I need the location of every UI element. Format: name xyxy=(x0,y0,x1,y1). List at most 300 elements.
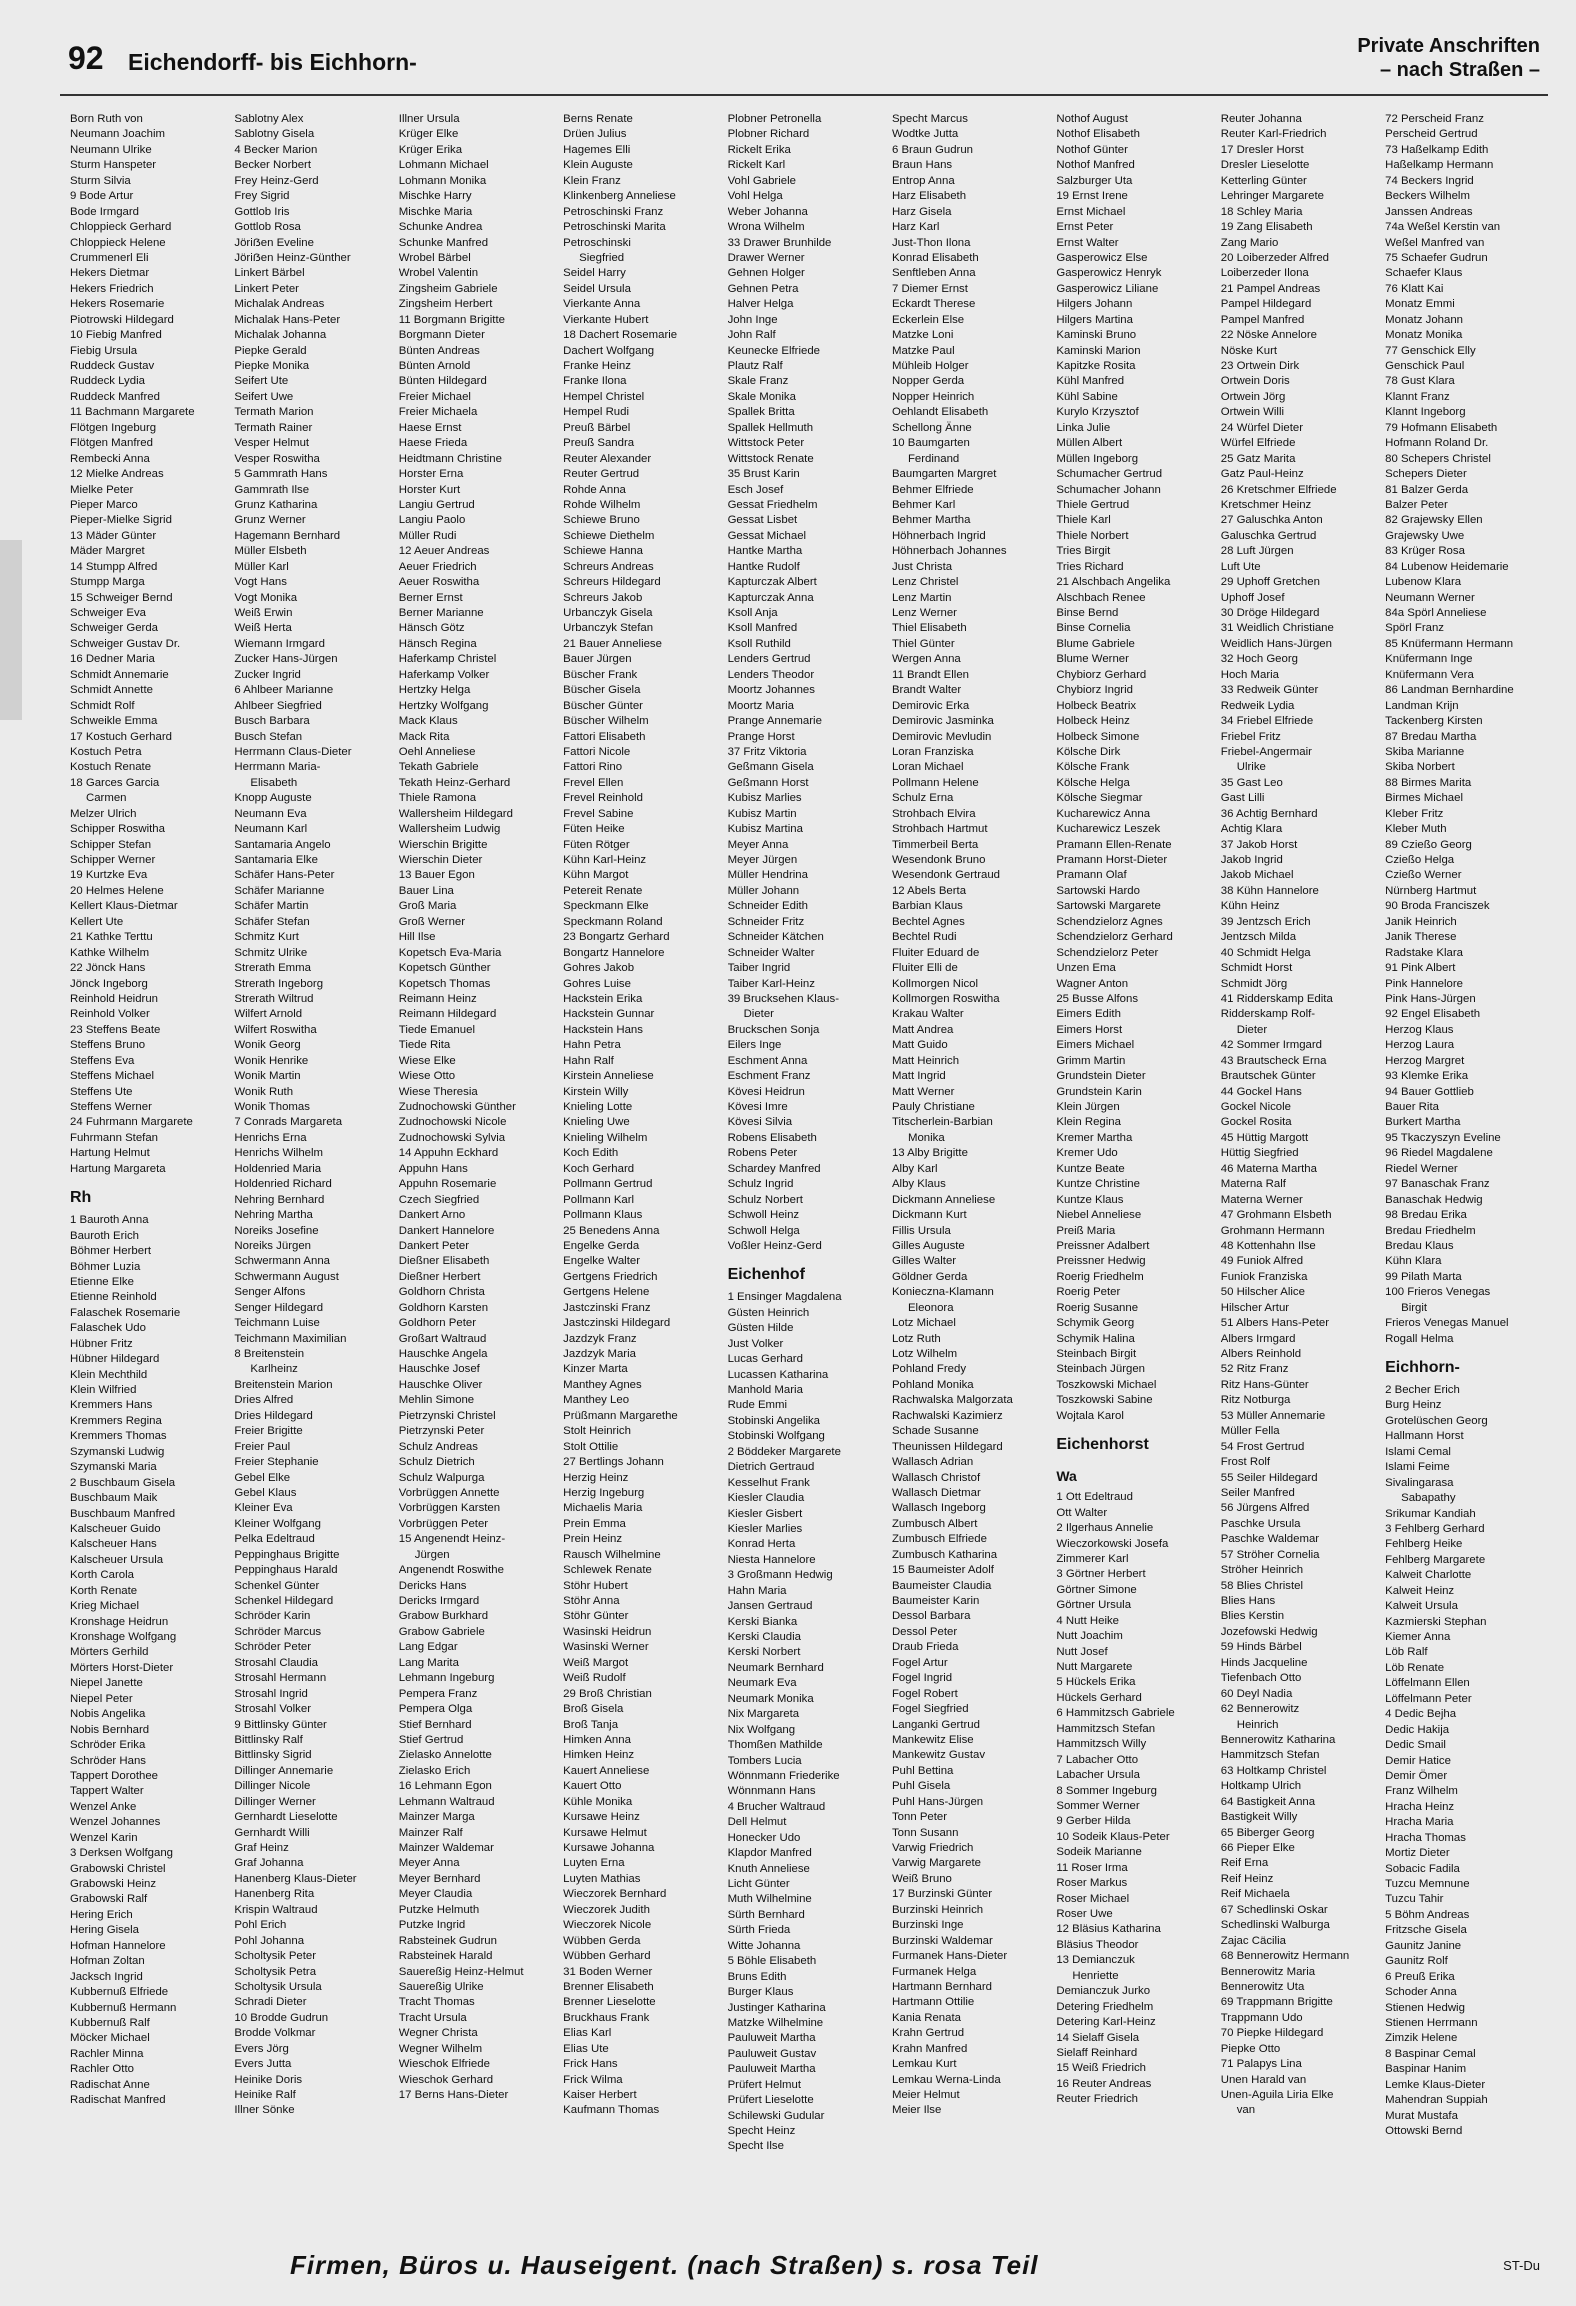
listing-entry: Bennerowitz Uta xyxy=(1220,1980,1305,1993)
listing-entry: Jozefowski Hedwig xyxy=(1220,1625,1318,1638)
listing-entry: Wonik Thomas xyxy=(234,1101,310,1113)
listing-entry: Vierkante Anna xyxy=(563,298,641,311)
listing-entry: Mehlin Simone xyxy=(398,1394,475,1407)
listing-entry: Hallmann Horst xyxy=(1385,1430,1464,1443)
listing-entry: Nutt Margarete xyxy=(1056,1661,1133,1673)
listing-entry: 1 Bauroth Anna xyxy=(70,1214,149,1227)
listing-entry: Hekers Dietmar xyxy=(70,267,150,280)
listing-entry: Schunke Andrea xyxy=(398,221,483,234)
directory-column xyxy=(563,112,727,2212)
listing-entry: Schiewe Hanna xyxy=(563,545,643,558)
listing-entry: Wodtke Jutta xyxy=(891,128,959,141)
listing-entry: 74 Beckers Ingrid xyxy=(1385,174,1474,187)
listing-entry: Termath Rainer xyxy=(234,421,313,434)
listing-entry: Weßel Manfred van xyxy=(1385,236,1485,249)
listing-entry: 32 Hoch Georg xyxy=(1220,653,1298,666)
listing-entry: Hracha Maria xyxy=(1385,1816,1454,1829)
listing-entry: Monatz Emmi xyxy=(1385,298,1455,311)
listing-entry: Klein Regina xyxy=(1056,1116,1121,1129)
listing-entry: Grotelüschen Georg xyxy=(1385,1414,1488,1427)
listing-entry: Mühleib Holger xyxy=(891,360,969,372)
listing-entry: 21 Pampel Andreas xyxy=(1220,282,1321,295)
listing-entry: Freier Brigitte xyxy=(234,1425,303,1438)
listing-entry: Vohl Gabriele xyxy=(727,174,796,187)
listing-continuation: Ferdinand xyxy=(907,452,960,465)
listing-entry: 79 Hofmann Elisabeth xyxy=(1385,421,1498,434)
listing-entry: Dedic Hakija xyxy=(1385,1723,1450,1736)
listing-entry: Hartmann Ottilie xyxy=(891,1996,975,2009)
listing-entry: Schwermann Anna xyxy=(234,1255,331,1268)
listing-entry: Kiesler Gisbert xyxy=(727,1507,803,1520)
listing-entry: 90 Broda Franciszek xyxy=(1385,900,1490,913)
listing-entry: Rickelt Karl xyxy=(727,159,786,172)
listing-entry: Dankert Arno xyxy=(398,1209,466,1222)
listing-entry: 77 Genschick Elly xyxy=(1385,344,1476,357)
directory-column xyxy=(1385,112,1549,2212)
listing-entry: Sürth Bernhard xyxy=(727,1908,805,1921)
listing-entry: Gockel Nicole xyxy=(1220,1101,1292,1113)
listing-entry: Zumbusch Elfriede xyxy=(891,1533,987,1546)
listing-entry: Zimmerer Karl xyxy=(1056,1552,1129,1565)
footer-note: Firmen, Büros u. Hauseigent. (nach Straßen) s. rosa Teil xyxy=(290,2250,1039,2280)
listing-entry: Sobacic Fadila xyxy=(1385,1862,1460,1875)
listing-entry: Kauert Otto xyxy=(563,1780,622,1793)
listing-entry: 54 Frost Gertrud xyxy=(1220,1440,1305,1453)
listing-entry: Franz Wilhelm xyxy=(1385,1785,1458,1798)
listing-entry: Koch Gerhard xyxy=(563,1162,635,1175)
listing-entry: 6 Ahlbeer Marianne xyxy=(234,684,334,697)
listing-entry: 59 Hinds Bärbel xyxy=(1220,1641,1302,1654)
listing-entry: Melzer Ulrich xyxy=(70,807,137,820)
listing-entry: Scholtysik Peter xyxy=(234,1950,317,1963)
listing-entry: Pollmann Helene xyxy=(891,776,979,789)
listing-entry: Gernhardt Willi xyxy=(234,1826,310,1839)
listing-entry: Eckerlein Else xyxy=(891,313,965,326)
section-title-line2: – nach Straßen – xyxy=(1379,59,1540,81)
listing-entry: Zucker Ingrid xyxy=(234,668,301,681)
listing-entry: 10 Sodeik Klaus-Peter xyxy=(1056,1830,1170,1843)
listing-entry: Detering Friedhelm xyxy=(1056,2000,1154,2013)
listing-entry: Senger Hildegard xyxy=(234,1301,324,1314)
listing-entry: Szymanski Ludwig xyxy=(70,1445,165,1458)
listing-entry: Mack Rita xyxy=(398,730,450,743)
listing-entry: Drüen Julius xyxy=(563,128,627,141)
listing-entry: Schulz Walpurga xyxy=(398,1471,485,1484)
listing-entry: Matt Guido xyxy=(891,1039,948,1052)
listing-entry: Kremmers Hans xyxy=(70,1399,153,1412)
listing-entry: Czießo Helga xyxy=(1385,854,1455,866)
listing-entry: Materna Werner xyxy=(1220,1193,1303,1206)
listing-entry: Gessat Michael xyxy=(727,529,807,542)
listing-entry: Fogel Artur xyxy=(891,1656,948,1669)
listing-entry: 6 Hammitzsch Gabriele xyxy=(1056,1707,1175,1720)
listing-entry: Bongartz Hannelore xyxy=(563,946,665,959)
listing-entry: Putzke Helmuth xyxy=(398,1903,480,1916)
listing-entry: Holtkamp Ulrich xyxy=(1220,1780,1302,1793)
listing-entry: Hackstein Gunnar xyxy=(563,1008,655,1021)
listing-entry: Burzinski Heinrich xyxy=(891,1903,984,1916)
listing-entry: Holbeck Beatrix xyxy=(1056,699,1137,712)
listing-entry: 13 Bauer Egon xyxy=(398,869,475,882)
listing-entry: Czech Siegfried xyxy=(398,1193,480,1206)
listing-entry: Sablotny Alex xyxy=(234,113,304,125)
listing-entry: Wiese Elke xyxy=(398,1054,456,1067)
listing-entry: Steinbach Jürgen xyxy=(1056,1363,1145,1376)
listing-entry: Preiß Maria xyxy=(1056,1224,1116,1237)
listing-entry: Schenkel Günter xyxy=(234,1579,320,1592)
listing-entry: Freier Michael xyxy=(398,390,471,403)
listing-entry: 5 Hückels Erika xyxy=(1056,1676,1136,1689)
listing-entry: Klinkenberg Anneliese xyxy=(563,190,676,203)
listing-entry: Freier Stephanie xyxy=(234,1456,319,1469)
listing-entry: 11 Brandt Ellen xyxy=(891,668,969,681)
listing-entry: 28 Luft Jürgen xyxy=(1220,545,1294,558)
listing-entry: Piepke Monika xyxy=(234,360,310,372)
listing-entry: Mainzer Ralf xyxy=(398,1826,463,1839)
listing-entry: Dericks Irmgard xyxy=(398,1595,480,1607)
listing-entry: 12 Bläsius Katharina xyxy=(1056,1923,1161,1936)
listing-entry: Holbeck Simone xyxy=(1056,730,1140,743)
listing-entry: Holbeck Heinz xyxy=(1056,715,1130,728)
listing-entry: Wegner Wilhelm xyxy=(398,2042,483,2055)
listing-entry: 19 Ernst Irene xyxy=(1056,190,1128,203)
listing-entry: Heinike Ralf xyxy=(234,2089,296,2101)
listing-entry: Specht Heinz xyxy=(727,2125,796,2137)
listing-entry: Schulz Erna xyxy=(891,792,954,805)
listing-entry: Toszkowski Sabine xyxy=(1056,1394,1153,1407)
listing-entry: Halver Helga xyxy=(727,298,794,311)
listing-entry: 53 Müller Annemarie xyxy=(1220,1409,1326,1422)
listing-entry: Kleiner Wolfgang xyxy=(234,1517,321,1530)
listing-entry: Brenner Elisabeth xyxy=(563,1980,654,1993)
listing-entry: 5 Böhle Elisabeth xyxy=(727,1955,817,1968)
listing-entry: 51 Albers Hans-Peter xyxy=(1220,1317,1330,1330)
listing-entry: Rogall Helma xyxy=(1385,1332,1454,1345)
listing-entry: Mortiz Dieter xyxy=(1385,1847,1450,1860)
listing-entry: Hoch Maria xyxy=(1220,668,1279,681)
listing-entry: Roser Michael xyxy=(1056,1892,1130,1905)
listing-entry: Güsten Hilde xyxy=(727,1322,794,1335)
directory-column xyxy=(1056,112,1220,2212)
listing-entry: Honecker Udo xyxy=(727,1831,801,1844)
listing-entry: Demirovic Mevludin xyxy=(891,730,992,743)
listing-entry: 88 Birmes Marita xyxy=(1385,776,1472,789)
listing-entry: 1 Ensinger Magdalena xyxy=(727,1291,842,1304)
listing-entry: Niepel Peter xyxy=(70,1692,133,1705)
listing-entry: Dessol Barbara xyxy=(891,1610,971,1623)
listing-entry: 25 Gatz Marita xyxy=(1220,452,1296,465)
listing-entry: Stienen Herrmann xyxy=(1385,2016,1478,2029)
listing-entry: Gaunitz Janine xyxy=(1385,1939,1462,1952)
listing-entry: 81 Balzer Gerda xyxy=(1385,483,1469,496)
listing-entry: Krahn Manfred xyxy=(891,2042,968,2055)
listing-entry: Teichmann Luise xyxy=(234,1317,320,1330)
listing-entry: Kühl Sabine xyxy=(1056,390,1118,403)
listing-entry: Reif Michaela xyxy=(1220,1888,1290,1901)
listing-entry: Zudnochowski Günther xyxy=(398,1101,516,1113)
listing-entry: Büscher Gisela xyxy=(563,684,641,697)
listing-entry: Jöriẞen Heinz-Günther xyxy=(234,251,351,264)
listing-entry: Schweiger Eva xyxy=(70,607,146,619)
listing-entry: Thiele Norbert xyxy=(1056,529,1129,542)
listing-entry: Schipper Werner xyxy=(70,854,156,866)
listing-entry: Müllen Albert xyxy=(1056,437,1123,450)
listing-entry: Busch Stefan xyxy=(234,730,303,743)
listing-entry: Kremer Martha xyxy=(1056,1131,1133,1144)
listing-entry: Hantke Martha xyxy=(727,545,803,558)
listing-entry: Busch Barbara xyxy=(234,715,310,728)
listing-entry: Lubenow Klara xyxy=(1385,576,1462,589)
listing-entry: Hofman Zoltan xyxy=(70,1955,145,1968)
listing-entry: Böhmer Herbert xyxy=(70,1245,152,1258)
listing-entry: Wittstock Peter xyxy=(727,437,805,450)
listing-entry: Wieczorek Nicole xyxy=(563,1919,652,1932)
listing-entry: Strosahl Claudia xyxy=(234,1656,318,1669)
listing-entry: Strohbach Hartmut xyxy=(891,823,988,836)
listing-entry: Franke Heinz xyxy=(563,360,631,372)
listing-continuation: Monika xyxy=(907,1131,945,1144)
listing-entry: Elias Karl xyxy=(563,2027,612,2040)
listing-entry: 3 Görtner Herbert xyxy=(1056,1568,1146,1581)
listing-entry: Dankert Peter xyxy=(398,1239,470,1252)
listing-entry: Wallasch Dietmar xyxy=(891,1486,981,1499)
listing-entry: Sturm Hanspeter xyxy=(70,159,157,172)
listing-entry: Herzog Klaus xyxy=(1385,1023,1454,1036)
listing-entry: Scholtysik Petra xyxy=(234,1965,317,1978)
listing-entry: Licht Günter xyxy=(727,1878,790,1890)
listing-entry: Blies Kerstin xyxy=(1220,1610,1285,1623)
listing-entry: Eimers Michael xyxy=(1056,1039,1135,1052)
listing-entry: Füten Rötger xyxy=(563,838,630,851)
listing-entry: Geßmann Gisela xyxy=(727,761,814,774)
listing-entry: Putzke Ingrid xyxy=(398,1919,466,1932)
listing-entry: Preuß Sandra xyxy=(563,437,635,450)
listing-entry: Horster Kurt xyxy=(398,483,461,496)
listing-entry: Pauluweit Gustav xyxy=(727,2047,817,2060)
listing-entry: Grajewsky Uwe xyxy=(1385,529,1465,542)
listing-entry: Herrmann Claus-Dieter xyxy=(234,745,352,758)
listing-entry: 2 Buschbaum Gisela xyxy=(70,1476,176,1489)
listing-entry: Groß Werner xyxy=(398,915,466,928)
listing-entry: Vorbrüggen Annette xyxy=(398,1486,500,1499)
listing-entry: Haferkamp Christel xyxy=(398,653,497,666)
listing-entry: Klein Auguste xyxy=(563,159,633,172)
listing-entry: Hertzky Wolfgang xyxy=(398,699,489,712)
listing-entry: Bauroth Erich xyxy=(70,1229,140,1242)
listing-entry: 18 Garces Garcia xyxy=(70,776,160,789)
listing-entry: Bennerowitz Katharina xyxy=(1220,1733,1336,1746)
listing-entry: Schepers Dieter xyxy=(1385,468,1467,481)
listing-entry: Goldhorn Karsten xyxy=(398,1301,489,1314)
listing-entry: Hackstein Erika xyxy=(563,992,643,1005)
listing-entry: Pramann Horst-Dieter xyxy=(1056,854,1168,866)
listing-entry: Schreurs Andreas xyxy=(563,560,654,573)
listing-entry: Gottlob Rosa xyxy=(234,221,301,234)
listing-entry: Friebel-Angermair xyxy=(1220,745,1312,758)
listing-entry: Wegner Christa xyxy=(398,2027,478,2040)
listing-entry: Skiba Norbert xyxy=(1385,761,1455,774)
listing-entry: Baumeister Karin xyxy=(891,1595,980,1607)
listing-entry: Schmitz Kurt xyxy=(234,931,299,944)
listing-entry: Noreiks Jürgen xyxy=(234,1239,311,1252)
listing-entry: 92 Engel Elisabeth xyxy=(1385,1008,1481,1021)
listing-entry: Hempel Christel xyxy=(563,390,645,403)
listing-entry: Gilles Auguste xyxy=(891,1239,965,1252)
listing-entry: Michaelis Maria xyxy=(563,1502,643,1515)
listing-entry: Schneider Edith xyxy=(727,900,808,913)
listing-entry: Zingsheim Herbert xyxy=(398,298,493,311)
listing-entry: Mörters Horst-Dieter xyxy=(70,1661,174,1674)
listing-entry: Tries Richard xyxy=(1056,560,1124,573)
listing-entry: Chloppieck Gerhard xyxy=(70,221,172,234)
listing-entry: Burzinski Inge xyxy=(891,1919,964,1932)
listing-entry: Wojtala Karol xyxy=(1056,1409,1124,1422)
listing-entry: 13 Alby Brigitte xyxy=(891,1147,968,1160)
listing-entry: 3 Fehlberg Gerhard xyxy=(1385,1522,1485,1535)
listing-entry: Kaminski Marion xyxy=(1056,344,1141,357)
listing-entry: Würfel Elfriede xyxy=(1220,437,1296,450)
listing-entry: Thiel Elisabeth xyxy=(891,622,967,635)
listing-entry: Moortz Johannes xyxy=(727,684,815,697)
listing-entry: Unen Harald van xyxy=(1220,2073,1307,2086)
listing-entry: Kostuch Renate xyxy=(70,761,152,774)
listing-entry: Kronshage Heidrun xyxy=(70,1615,169,1628)
listing-entry: Rohde Anna xyxy=(563,483,626,496)
listing-entry: Specht Marcus xyxy=(891,113,968,125)
listing-entry: Keunecke Elfriede xyxy=(727,344,821,357)
listing-entry: Grohmann Hermann xyxy=(1220,1224,1325,1237)
listing-entry: 15 Schweiger Bernd xyxy=(70,591,173,604)
listing-entry: Manthey Agnes xyxy=(563,1378,642,1391)
listing-entry: 89 Czießo Georg xyxy=(1385,838,1472,851)
listing-entry: 17 Kostuch Gerhard xyxy=(70,730,172,743)
listing-entry: 83 Krüger Rosa xyxy=(1385,545,1465,558)
listing-entry: Hekers Rosemarie xyxy=(70,298,165,311)
listing-entry: Matt Heinrich xyxy=(891,1054,960,1067)
listing-entry: 26 Kretschmer Elfriede xyxy=(1220,483,1337,496)
listing-entry: 29 Uphoff Gretchen xyxy=(1220,576,1320,589)
listing-entry: 99 Pilath Marta xyxy=(1385,1270,1462,1283)
listing-entry: Galuschka Gertrud xyxy=(1220,529,1317,542)
listing-entry: Luft Ute xyxy=(1220,560,1261,573)
listing-entry: Albers Reinhold xyxy=(1220,1348,1302,1360)
listing-entry: Schendzielorz Peter xyxy=(1056,946,1159,959)
listing-entry: Kühl Manfred xyxy=(1056,375,1125,388)
listing-entry: Schröder Marcus xyxy=(234,1625,322,1638)
listing-entry: Wönnmann Hans xyxy=(727,1785,816,1798)
listing-entry: Petroschinski xyxy=(563,236,631,249)
listing-entry: Klein Franz xyxy=(563,174,621,187)
listing-entry: Kaiser Herbert xyxy=(563,2089,637,2101)
listing-entry: Kremmers Thomas xyxy=(70,1430,167,1443)
listing-entry: 8 Baspinar Cemal xyxy=(1385,2047,1476,2060)
listing-entry: Labacher Ursula xyxy=(1056,1769,1140,1782)
listing-entry: Büscher Wilhelm xyxy=(563,715,649,728)
listing-entry: Nothof Günter xyxy=(1056,143,1128,156)
listing-entry: Kostuch Petra xyxy=(70,745,142,758)
listing-entry: Demianczuk Jurko xyxy=(1056,1985,1151,1998)
listing-entry: Rohde Wilhelm xyxy=(563,498,641,511)
listing-entry: Bittlinsky Sigrid xyxy=(234,1749,312,1762)
listing-entry: Jazdzyk Franz xyxy=(563,1332,637,1345)
listing-entry: Rausch Wilhelmine xyxy=(563,1548,661,1561)
listing-entry: 9 Bode Artur xyxy=(70,190,134,203)
listing-entry: Bastigkeit Willy xyxy=(1220,1811,1298,1824)
listing-entry: Michalak Hans-Peter xyxy=(234,313,341,326)
listing-entry: Kauert Anneliese xyxy=(563,1764,650,1777)
listing-entry: Pietrzynski Christel xyxy=(398,1409,496,1422)
listing-entry: Lang Marita xyxy=(398,1656,459,1669)
listing-entry: Furmanek Hans-Dieter xyxy=(891,1950,1008,1963)
listing-entry: Piepke Otto xyxy=(1220,2042,1281,2055)
listing-entry: Friebel Fritz xyxy=(1220,730,1281,743)
listing-entry: Alby Karl xyxy=(891,1162,938,1175)
listing-entry: Becker Norbert xyxy=(234,159,311,172)
listing-entry: Kalweit Ursula xyxy=(1385,1600,1458,1613)
listing-entry: Petroschinski Marita xyxy=(563,221,666,234)
listing-entry: Tracht Ursula xyxy=(398,2011,467,2024)
listing-entry: Knüfermann Vera xyxy=(1385,668,1474,681)
listing-entry: Gottlob Iris xyxy=(234,205,290,218)
listing-entry: Konrad Elisabeth xyxy=(891,251,979,264)
listing-entry: Meyer Bernhard xyxy=(398,1872,481,1885)
listing-entry: Konrad Herta xyxy=(727,1538,796,1551)
listing-entry: Stumpp Marga xyxy=(70,576,145,589)
listing-entry: Fattori Nicole xyxy=(563,745,631,758)
listing-entry: Linka Julie xyxy=(1056,421,1111,434)
listing-entry: Nutt Joachim xyxy=(1056,1630,1123,1643)
listing-entry: Burger Klaus xyxy=(727,1986,794,1999)
listing-entry: Bünten Hildegard xyxy=(398,375,487,388)
listing-entry: Ksoll Anja xyxy=(727,607,778,619)
listing-entry: 4 Dedic Bejha xyxy=(1385,1708,1457,1721)
listing-entry: Seifert Ute xyxy=(234,375,289,388)
listing-entry: Lehringer Margarete xyxy=(1220,190,1324,203)
listing-entry: Knieling Lotte xyxy=(563,1101,633,1113)
listing-entry: Goldhorn Christa xyxy=(398,1286,485,1299)
listing-entry: Spörl Franz xyxy=(1385,622,1444,635)
listing-entry: 17 Dresler Horst xyxy=(1220,143,1304,156)
listing-entry: Schardey Manfred xyxy=(727,1162,821,1175)
listing-entry: Frost Rolf xyxy=(1220,1456,1271,1469)
listing-entry: Neumann Karl xyxy=(234,823,308,836)
listing-entry: 9 Bittlinsky Günter xyxy=(234,1718,327,1731)
listing-entry: Neumark Eva xyxy=(727,1677,797,1690)
listing-entry: Schymik Halina xyxy=(1056,1332,1135,1345)
listing-entry: Schellong Änne xyxy=(891,421,972,434)
listing-entry: Plobner Petronella xyxy=(727,113,822,125)
listing-entry: Oehl Anneliese xyxy=(398,745,476,758)
listing-entry: Furmanek Helga xyxy=(891,1965,977,1978)
listing-entry: Michalak Andreas xyxy=(234,298,325,311)
listing-entry: Wrona Wilhelm xyxy=(727,221,805,234)
listing-continuation: Eleonora xyxy=(907,1301,954,1314)
listing-entry: Kopetsch Günther xyxy=(398,962,491,975)
listing-entry: Dedic Smail xyxy=(1385,1739,1446,1752)
listing-entry: 48 Kottenhahn Ilse xyxy=(1220,1239,1316,1252)
listing-entry: Behmer Karl xyxy=(891,498,956,511)
listing-entry: Kopetsch Eva-Maria xyxy=(398,946,502,959)
listing-entry: 80 Schepers Christel xyxy=(1385,452,1491,465)
listing-entry: Löffelmann Peter xyxy=(1385,1692,1472,1705)
listing-entry: Frevel Reinhold xyxy=(563,792,643,805)
listing-entry: Müller Karl xyxy=(234,560,289,573)
listing-entry: Gaunitz Rolf xyxy=(1385,1955,1448,1968)
listing-entry: Banaschak Hedwig xyxy=(1385,1193,1483,1206)
listing-entry: Löffelmann Ellen xyxy=(1385,1677,1470,1690)
listing-entry: Plobner Richard xyxy=(727,128,810,141)
listing-entry: Illner Sönke xyxy=(234,2104,295,2117)
